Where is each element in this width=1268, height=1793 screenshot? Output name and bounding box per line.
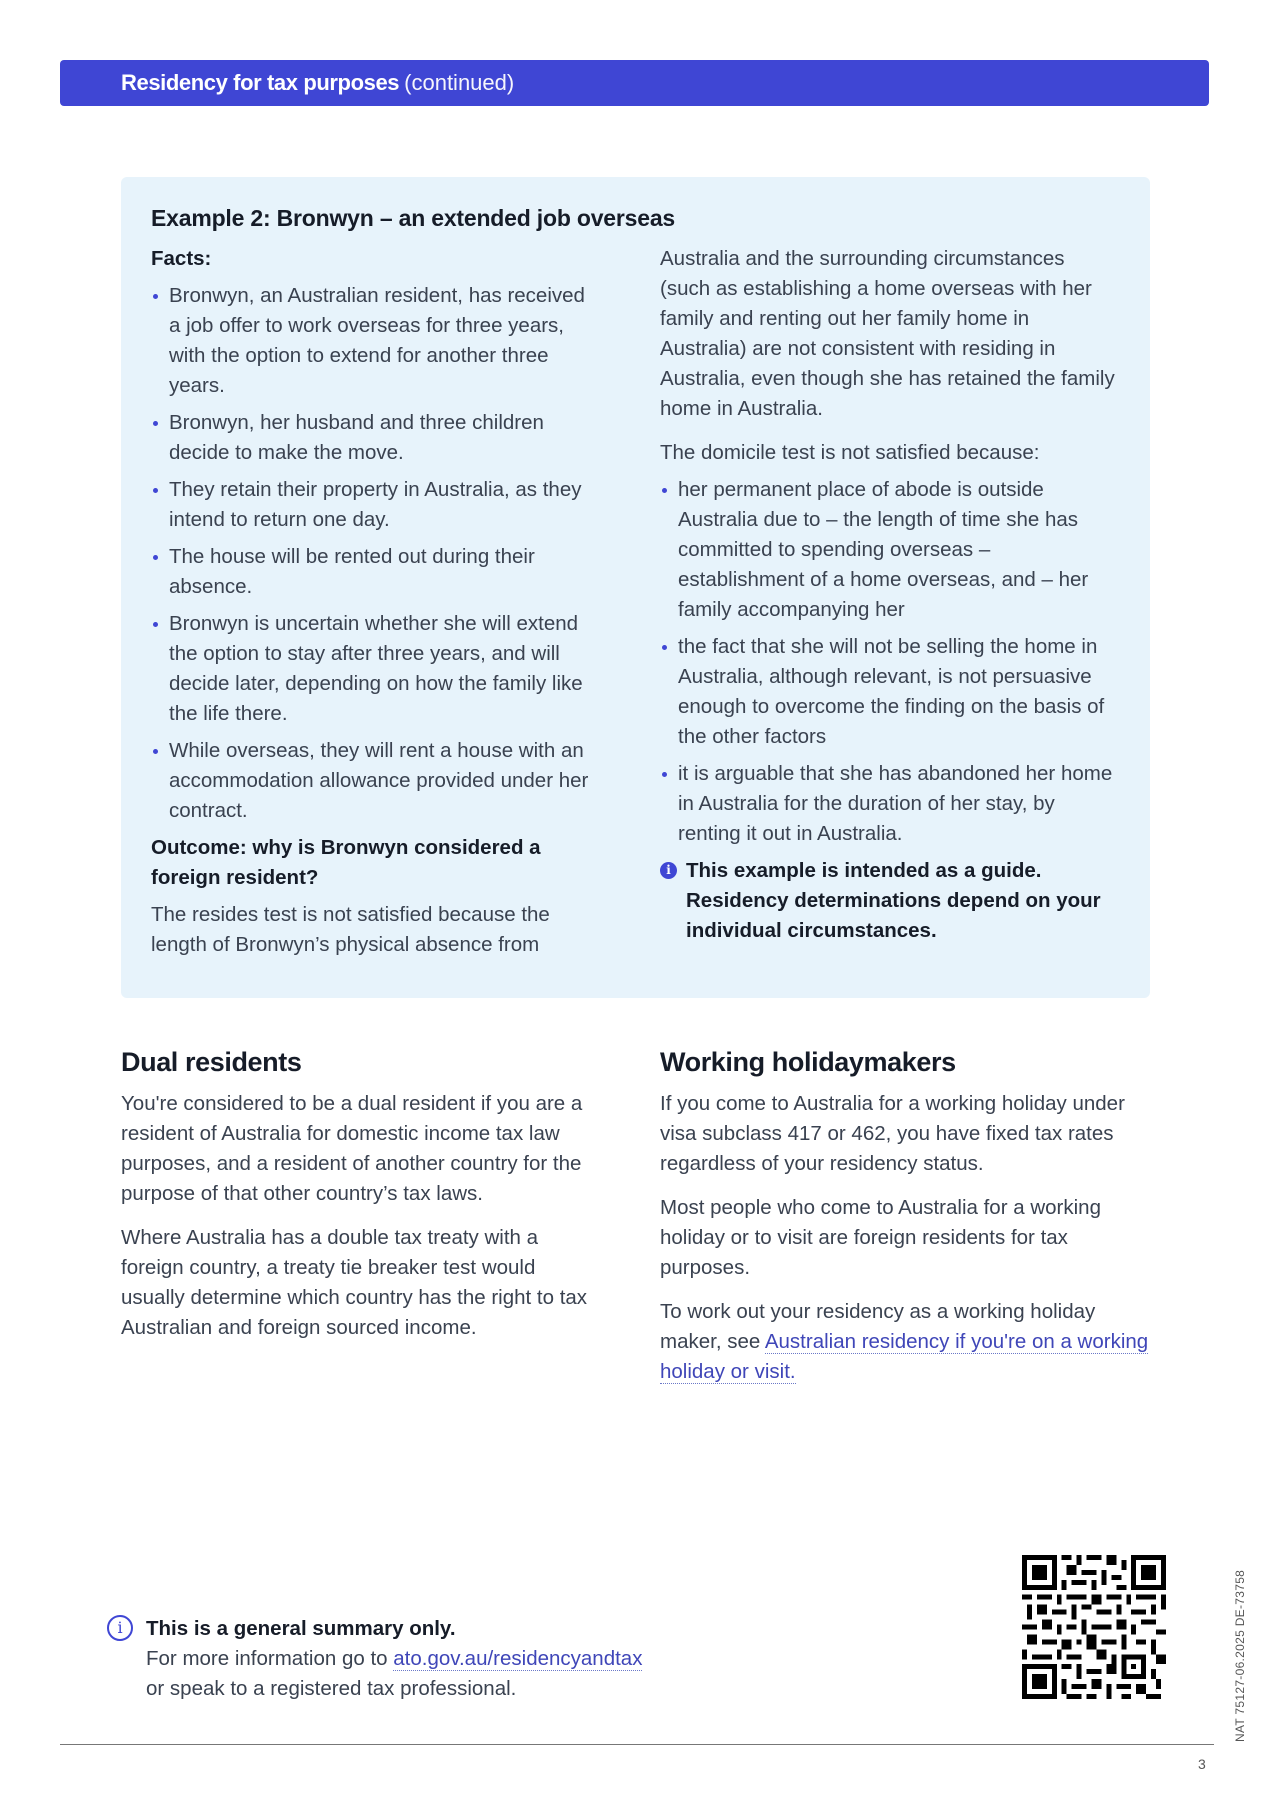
dual-residents-para-1: You're considered to be a dual resident if you are a resident of Australia for domestic income tax law purposes, and a resident of another country for the purpose of that other country’s tax laws.	[121, 1092, 583, 1205]
fact-text: They retain their property in Australia, as they intend to return one day.	[169, 478, 582, 531]
working-holidaymakers-section	[660, 1045, 1150, 1401]
bullet-dot-icon	[153, 421, 158, 426]
dual-residents-heading: Dual residents	[121, 1047, 302, 1077]
working-holidaymakers-para-1: If you come to Australia for a working holiday under visa subclass 417 or 462, you have fixed tax rates regardless of your residency status.	[660, 1092, 1125, 1175]
bullet-dot-icon	[153, 555, 158, 560]
header-title: Residency for tax purposes	[121, 70, 400, 95]
working-holidaymakers-heading: Working holidaymakers	[660, 1047, 956, 1077]
bullet-dot-icon	[662, 645, 667, 650]
list-item	[151, 736, 601, 826]
domicile-point-text: it is arguable that she has abandoned her home in Australia for the duration of her stay, by renting it out in Australia.	[678, 762, 1113, 845]
header-title-suffix: (continued)	[404, 70, 515, 95]
speak-to-professional: or speak to a registered tax professional.	[146, 1677, 517, 1700]
footer-note	[107, 1614, 642, 1704]
bullet-dot-icon	[153, 488, 158, 493]
page-header-bar	[60, 60, 1209, 106]
document-code: NAT 75127-06.2025 DE-73758	[1233, 1569, 1247, 1742]
list-item	[151, 542, 601, 602]
resides-test-text: The resides test is not satisfied because the length of Bronwyn’s physical absence from	[151, 903, 550, 956]
dual-residents-section	[121, 1045, 601, 1357]
list-item	[660, 759, 1115, 849]
example-right-column	[660, 244, 1115, 946]
domicile-point-text: her permanent place of abode is outside Australia due to – the length of time she has committed to spending overseas – establishment of a home overseas, and – her family accompanying her	[678, 478, 1089, 621]
fact-text: The house will be rented out during their absence.	[169, 545, 535, 598]
info-circle-icon: i	[107, 1615, 133, 1641]
bullet-dot-icon	[153, 294, 158, 299]
resides-test-continued: Australia and the surrounding circumstances (such as establishing a home overseas with her family and renting out her family home in Australia) are not consistent with residing in Australia, even though she has retained the family home in Australia.	[660, 247, 1115, 420]
footer-note-text	[146, 1614, 642, 1704]
more-info-line	[146, 1644, 642, 1674]
facts-list	[151, 281, 601, 826]
general-summary-text: This is a general summary only.	[146, 1617, 456, 1640]
list-item	[660, 475, 1115, 625]
bullet-dot-icon	[153, 749, 158, 754]
dual-residents-para-2: Where Australia has a double tax treaty with a foreign country, a treaty tie breaker test would usually determine which country has the right to tax Australian and foreign sourced income.	[121, 1226, 588, 1339]
fact-text: Bronwyn, her husband and three children decide to make the move.	[169, 411, 544, 464]
para-3-prefix: To work out your residency as a working holiday maker, see	[660, 1300, 1096, 1353]
example-title: Example 2: Bronwyn – an extended job overseas	[151, 205, 676, 231]
outcome-title: Outcome: why is Bronwyn considered a foreign resident?	[151, 836, 541, 889]
list-item	[151, 408, 601, 468]
working-holiday-residency-link[interactable]: Australian residency if you're on a working holiday or visit.	[660, 1330, 1149, 1383]
list-item	[151, 609, 601, 729]
working-holidaymakers-para-3	[660, 1297, 1150, 1387]
list-item	[151, 281, 601, 401]
working-holidaymakers-para-2: Most people who come to Australia for a working holiday or to visit are foreign residents for tax purposes.	[660, 1196, 1101, 1279]
ato-residency-link[interactable]: ato.gov.au/residencyandtax	[393, 1647, 643, 1670]
example-left-column	[151, 244, 601, 974]
fact-text: Bronwyn is uncertain whether she will extend the option to stay after three years, and will decide later, depending on how the family like the life there.	[169, 612, 583, 725]
bullet-dot-icon	[662, 772, 667, 777]
info-icon: i	[660, 862, 677, 879]
domicile-intro: The domicile test is not satisfied because:	[660, 441, 1040, 464]
guide-note-text: This example is intended as a guide. Residency determinations depend on your individual circumstances.	[686, 859, 1101, 942]
list-item	[660, 632, 1115, 752]
guide-note	[660, 856, 1115, 946]
list-item	[151, 475, 601, 535]
bullet-dot-icon	[662, 488, 667, 493]
footer-divider	[60, 1744, 1214, 1745]
fact-text: Bronwyn, an Australian resident, has received a job offer to work overseas for three years, with the option to extend for another three years.	[169, 284, 585, 397]
qr-code-icon[interactable]	[1022, 1555, 1166, 1699]
example-box	[121, 177, 1150, 998]
more-info-prefix: For more information go to	[146, 1647, 394, 1670]
domicile-list	[660, 475, 1115, 849]
bullet-dot-icon	[153, 622, 158, 627]
page-number: 3	[1198, 1756, 1206, 1772]
fact-text: While overseas, they will rent a house with an accommodation allowance provided under her contract.	[169, 739, 589, 822]
domicile-point-text: the fact that she will not be selling the home in Australia, although relevant, is not persuasive enough to overcome the finding on the basis of the other factors	[678, 635, 1105, 748]
facts-label: Facts:	[151, 247, 212, 270]
